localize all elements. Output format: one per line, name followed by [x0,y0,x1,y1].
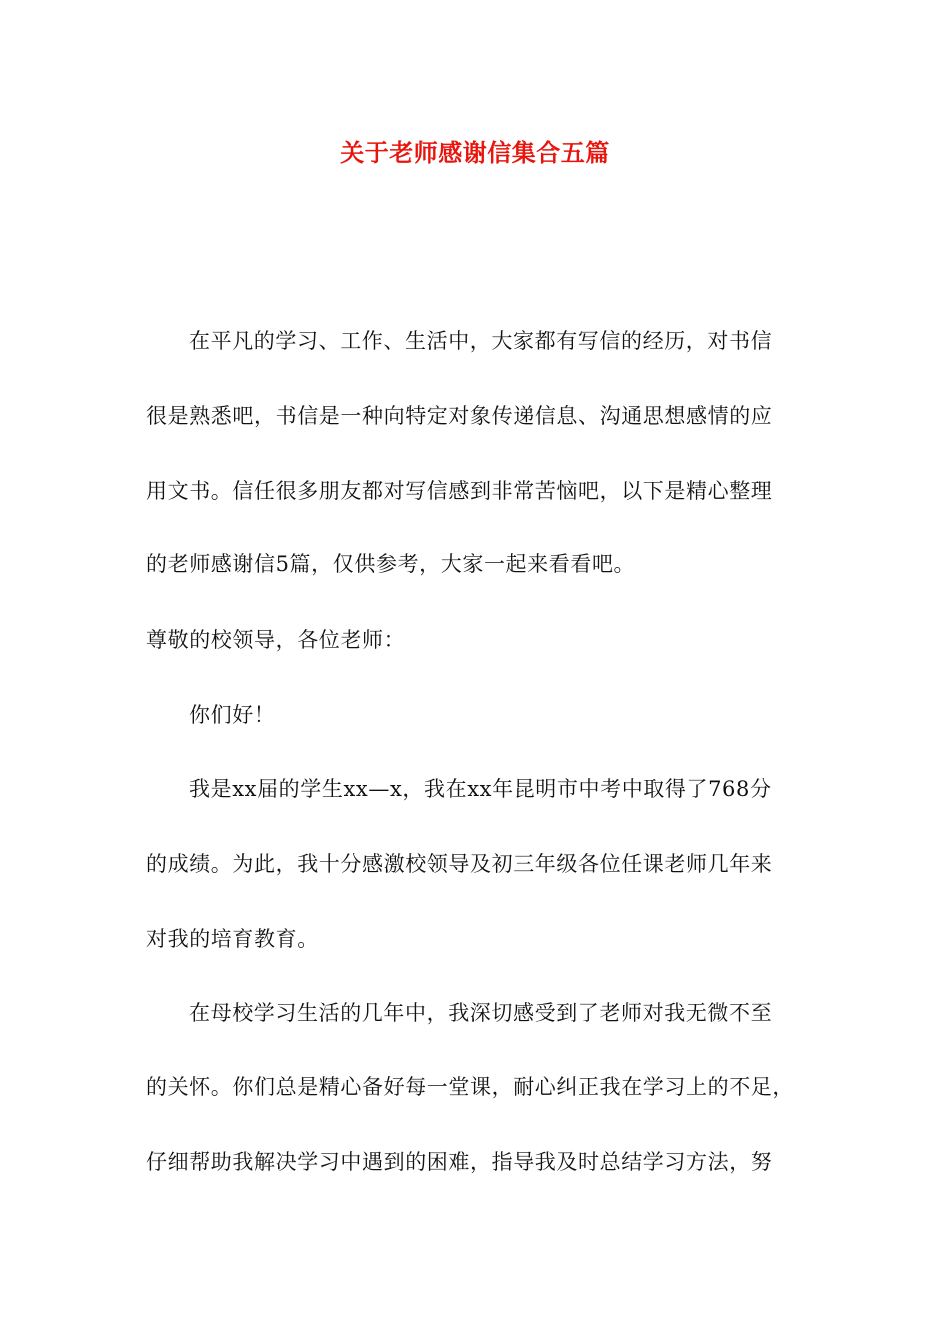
letter-salutation: 尊敬的校领导，各位老师： [146,628,406,652]
letter-line-3: 对我的培育教育。 [146,927,319,951]
intro-line-3: 用文书。信任很多朋友都对写信感到非常苦恼吧，以下是精心整理 [146,479,773,503]
letter-line-4: 在母校学习生活的几年中，我深切感受到了老师对我无微不至 [189,1001,773,1025]
intro-line-4: 的老师感谢信5篇，仅供参考，大家一起来看看吧。 [146,552,636,576]
letter-greeting: 你们好！ [189,703,276,727]
letter-line-6: 仔细帮助我解决学习中遇到的困难，指导我及时总结学习方法，努 [146,1150,773,1174]
document-title: 关于老师感谢信集合五篇 [340,138,610,167]
intro-line-2: 很是熟悉吧，书信是一种向特定对象传递信息、沟通思想感情的应 [146,404,773,428]
letter-line-1: 我是xx届的学生xx—x，我在xx年昆明市中考中取得了768分 [189,777,772,801]
intro-line-1: 在平凡的学习、工作、生活中，大家都有写信的经历，对书信 [189,329,773,353]
letter-line-2: 的成绩。为此，我十分感激校领导及初三年级各位任课老师几年来 [146,852,773,876]
letter-line-5: 的关怀。你们总是精心备好每一堂课，耐心纠正我在学习上的不足， [146,1075,794,1099]
